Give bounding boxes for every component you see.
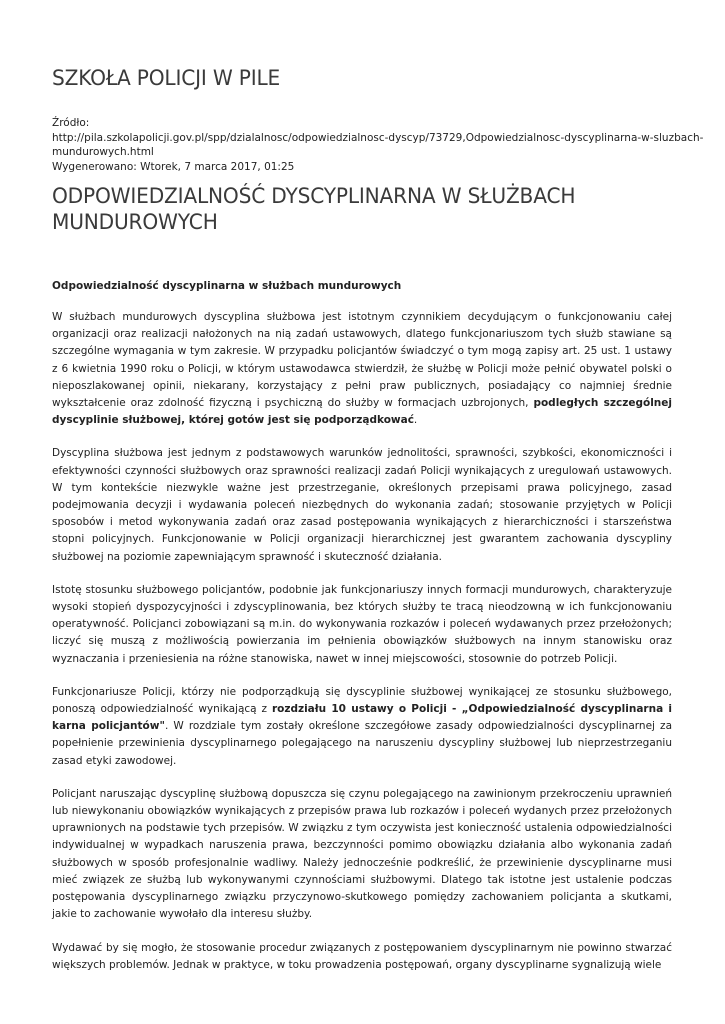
paragraph-1 (52, 309, 672, 429)
source-url-line2[interactable]: mundurowych.html (52, 146, 154, 159)
paragraph-4-bold: rozdziału 10 ustawy o Policji - „Odpowiedzialność dyscyplinarna i karna policjantów" (52, 703, 672, 733)
paragraph-4-text: Funkcjonariusze Policji, którzy nie podporządkują się dyscyplinie służbowej wynikającej ze stosunku służbowego, ponoszą odpowiedzialność wynikającą z (52, 685, 672, 716)
paragraph-5: Policjant naruszając dyscyplinę służbową dopuszcza się czynu polegającego na zawinionym przekroczeniu uprawnień lub niewykonaniu obowiązków wynikających z przepisów prawa lub rozkazów i poleceń wydanych przez przełożonych uprawnionych na podstawie tych przepisów. W związku z tym oczywista jest konieczność ustalenia odpowiedzialności indywidualnej w wypadkach naruszenia prawa, bezczynności pomimo obowiązku działania albo wykonania zadań służbowych w sposób profesjonalnie wadliwy. Należy jednocześnie podkreślić, że przewinienie dyscyplinarne musi mieć związek ze służbą lub wykonywanymi czynnościami służbowymi. Dlatego tak istotne jest ustalenie podczas postępowania dyscyplinarnego związku przyczynowo-skutkowego pomiędzy zachowaniem policjanta a skutkami, jakie to zachowanie wywołało dla interesu służby. (52, 787, 672, 921)
paragraph-4 (52, 684, 672, 770)
paragraph-6: Wydawać by się mogło, że stosowanie procedur związanych z postępowaniem dyscyplinarnym nie powinno stwarzać większych problemów. Jednak w praktyce, w toku prowadzenia postępowań, organy dyscyplinarne sygnalizują wiele (52, 941, 672, 971)
source-url-line1[interactable]: http://pila.szkolapolicji.gov.pl/spp/dzialalnosc/odpowiedzialnosc-dyscyp/73729,Odpowiedzialnosc-dyscyplinarna-w-sluzbach- (52, 131, 704, 144)
paragraph-4-end: . W rozdziale tym zostały określone szczegółowe zasady odpowiedzialności dyscyplinarnej za popełnienie przewinienia dyscyplinarnego polegającego na naruszeniu dyscypliny służbowej lub nieprzestrzeganiu zasad etyki zawodowej. (52, 720, 673, 767)
site-title: SZKOŁA POLICJI W PILE (52, 66, 281, 90)
article-body (52, 278, 672, 990)
paragraph-3: Istotę stosunku służbowego policjantów, podobnie jak funkcjonariuszy innych formacji mundurowych, charakteryzuje wysoki stopień dyspozycyjności i zdyscyplinowania, bez których służby te tracą nieodzowną w ich funkcjonowaniu operatywność. Policjanci zobowiązani są m.in. do wykonywania rozkazów i poleceń wydawanych przez przełożonych; liczyć się muszą z możliwością powierzania im pełnienia obowiązków służbowych na innym stanowisku oraz wyznaczania i przeniesienia na różne stanowiska, nawet w innej miejscowości, stosownie do potrzeb Policji. (52, 583, 672, 665)
generated-date: Wygenerowano: Wtorek, 7 marca 2017, 01:25 (52, 160, 295, 173)
article-title-line1: ODPOWIEDZIALNOŚĆ DYSCYPLINARNA W SŁUŻBACH (52, 184, 576, 208)
source-meta (52, 116, 704, 174)
article-title-line2: MUNDUROWYCH (52, 210, 218, 234)
paragraph-2: Dyscyplina służbowa jest jednym z podstawowych warunków jednolitości, sprawności, szybkości, ekonomiczności i efektywności czynności służbowych oraz sprawności realizacji zadań Policji wynikających z uregulowań ustawowych. W tym kontekście niezwykle ważne jest przestrzeganie, określonych przepisami prawa policyjnego, zasad podejmowania decyzji i wydawania poleceń niezbędnych do wykonania zadań; stosowanie przyjętych w Policji sposobów i metod wykonywania zadań oraz zasad postępowania wynikających z hierarchiczności i starszeństwa stopni policyjnych. Funkcjonowanie w Policji organizacji hierarchicznej jest gwarantem zachowania dyscypliny służbowej na poziomie zapewniającym sprawność i skuteczność działania. (52, 447, 672, 563)
paragraph-1-bold: podległych szczególnej dyscyplinie służbowej, której gotów jest się podporządkować (52, 397, 672, 427)
paragraph-1-end: . (413, 414, 418, 427)
article-title (52, 183, 672, 235)
paragraph-1-text: W służbach mundurowych dyscyplina służbowa jest istotnym czynnikiem decydującym o funkcjonowaniu całej organizacji oraz realizacji nałożonych na nią zadań ustawowych, dlatego funkcjonariuszom tych służb stawiane są szczególne wymagania w tym zakresie. W przypadku policjantów świadczyć o tym mogą zapisy art. 25 ust. 1 ustawy z 6 kwietnia 1990 roku o Policji, w którym ustawodawca stwierdził, że służbę w Policji może pełnić obywatel polski o nieposzlakowanej opinii, niekarany, korzystający z pełni praw publicznych, posiadający co najmniej średnie wykształcenie oraz zdolność fizyczną i psychiczną do służby w formacjach uzbrojonych, (52, 311, 672, 410)
source-label: Źródło: (52, 117, 90, 129)
article-lead: Odpowiedzialność dyscyplinarna w służbach mundurowych (52, 280, 402, 292)
